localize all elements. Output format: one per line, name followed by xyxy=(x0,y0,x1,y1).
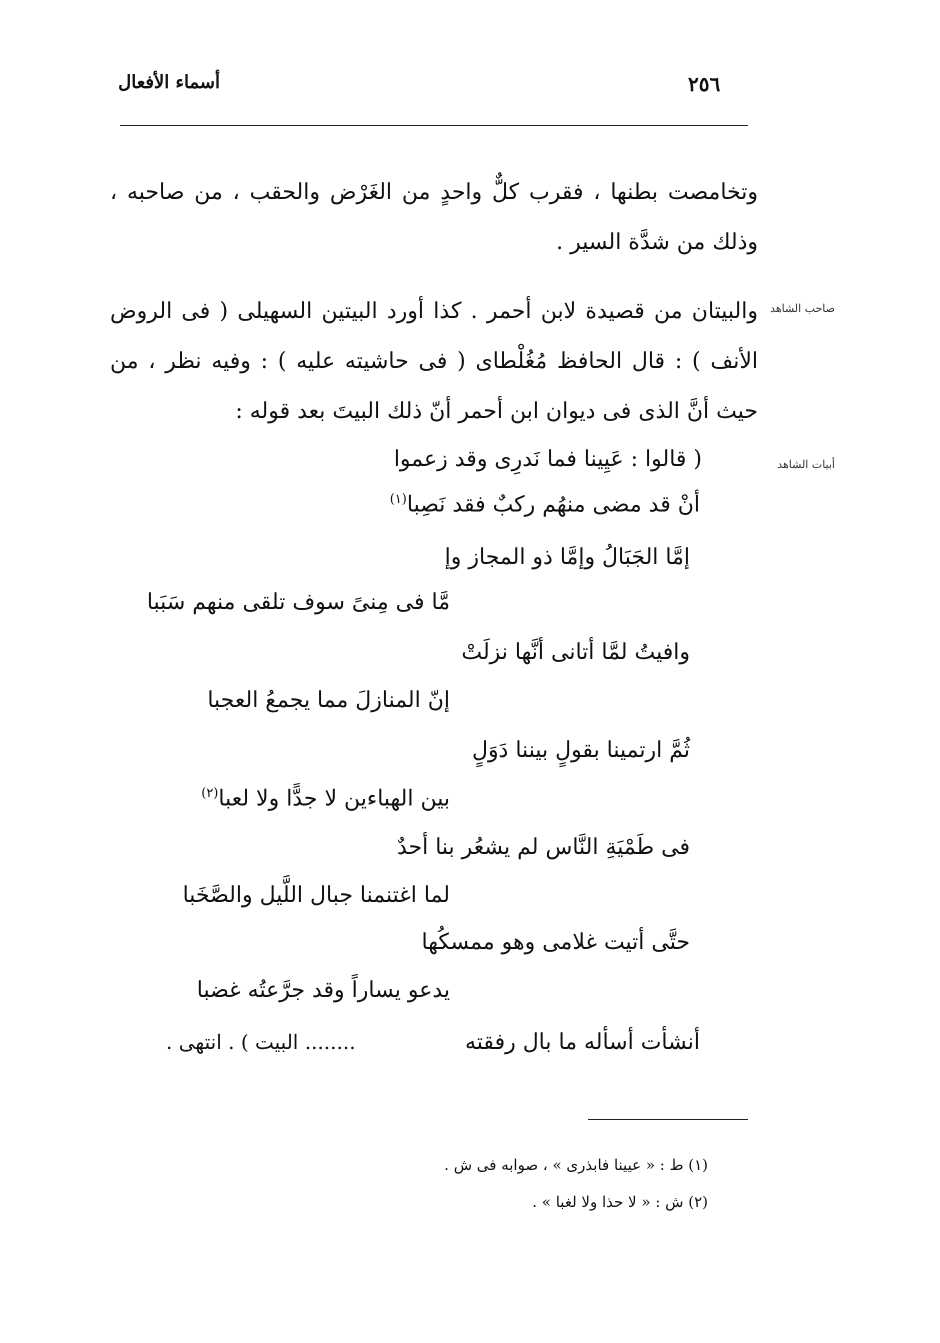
margin-note-author: صاحب الشاهد xyxy=(770,302,835,315)
verse-line: إنّ المنازلَ مما يجمعُ العجبا xyxy=(207,688,450,713)
verse-line: ( قالوا : عَيِينا فما نَدرِى وقد زعموا xyxy=(393,447,702,472)
footnote-2: (٢) ش : « لا حذا ولا لغبا » . xyxy=(532,1193,708,1211)
paragraph-1: وتخامصت بطنها ، فقرب كلٌّ واحدٍ من الغَرْض والحقب ، من صاحبه ، وذلك من شدَّة السير . xyxy=(110,180,758,255)
footnote-1: (١) ط : « عيينا فابذرى » ، صوابه فى ش . xyxy=(444,1156,708,1174)
verse-line: إمَّا الجَبَالُ وإمَّا ذو المجاز وإ xyxy=(444,545,690,570)
verse-line: حتَّى أتيت غلامى وهو ممسكُها xyxy=(421,930,690,955)
page-number: ٢٥٦ xyxy=(688,72,721,96)
header-rule xyxy=(120,125,748,126)
verse-line xyxy=(390,492,700,517)
verse-end-note: ........ البيت ) . انتهى . xyxy=(166,1030,356,1054)
verse-line: فى طَمْيَةِ النَّاس لم يشعُر بنا أحدٌ xyxy=(396,835,690,860)
verse-line: يدعو يساراً وقد جرَّعتُه غضبا xyxy=(196,978,450,1003)
verse-text: أنْ قد مضى منهُم ركبٌ فقد نَصِبا xyxy=(406,492,700,518)
verse-line xyxy=(201,786,450,811)
paragraph-2: والبيتان من قصيدة لابن أحمر . كذا أورد البيتين السهيلى ( فى الروض الأنف ) : قال الحافظ مُغُلْطاى ( فى حاشيته عليه ) : وفيه نظر ، من حيث أنَّ الذى فى ديوان ابن أحمر أنّ ذلك البيتَ بعد قوله : xyxy=(110,299,758,424)
verse-line: وافيتُ لمَّا أتانى أنَّها نزلَتْ xyxy=(461,640,690,665)
verse-line: لما اغتنمنا جبال اللَّيل والصَّخَبا xyxy=(182,883,450,908)
verse-text: بين الهباءين لا جدًّا ولا لعبا xyxy=(218,786,450,812)
verse-line: ثُمَّ ارتمينا بقولٍ بيننا دَوَلٍ xyxy=(471,738,690,763)
running-title: أسماء الأفعال xyxy=(118,72,220,93)
footnote-ref-2: (٢) xyxy=(201,786,219,801)
margin-note-verses: أبيات الشاهد xyxy=(777,458,835,471)
verse-line: أنشأت أسأله ما بال رفقته xyxy=(465,1030,700,1055)
verse-line: مَّا فى مِنىً سوف تلقى منهم سَبَبا xyxy=(146,590,450,615)
footnote-ref-1: (١) xyxy=(389,492,407,507)
footnote-rule xyxy=(588,1119,748,1120)
